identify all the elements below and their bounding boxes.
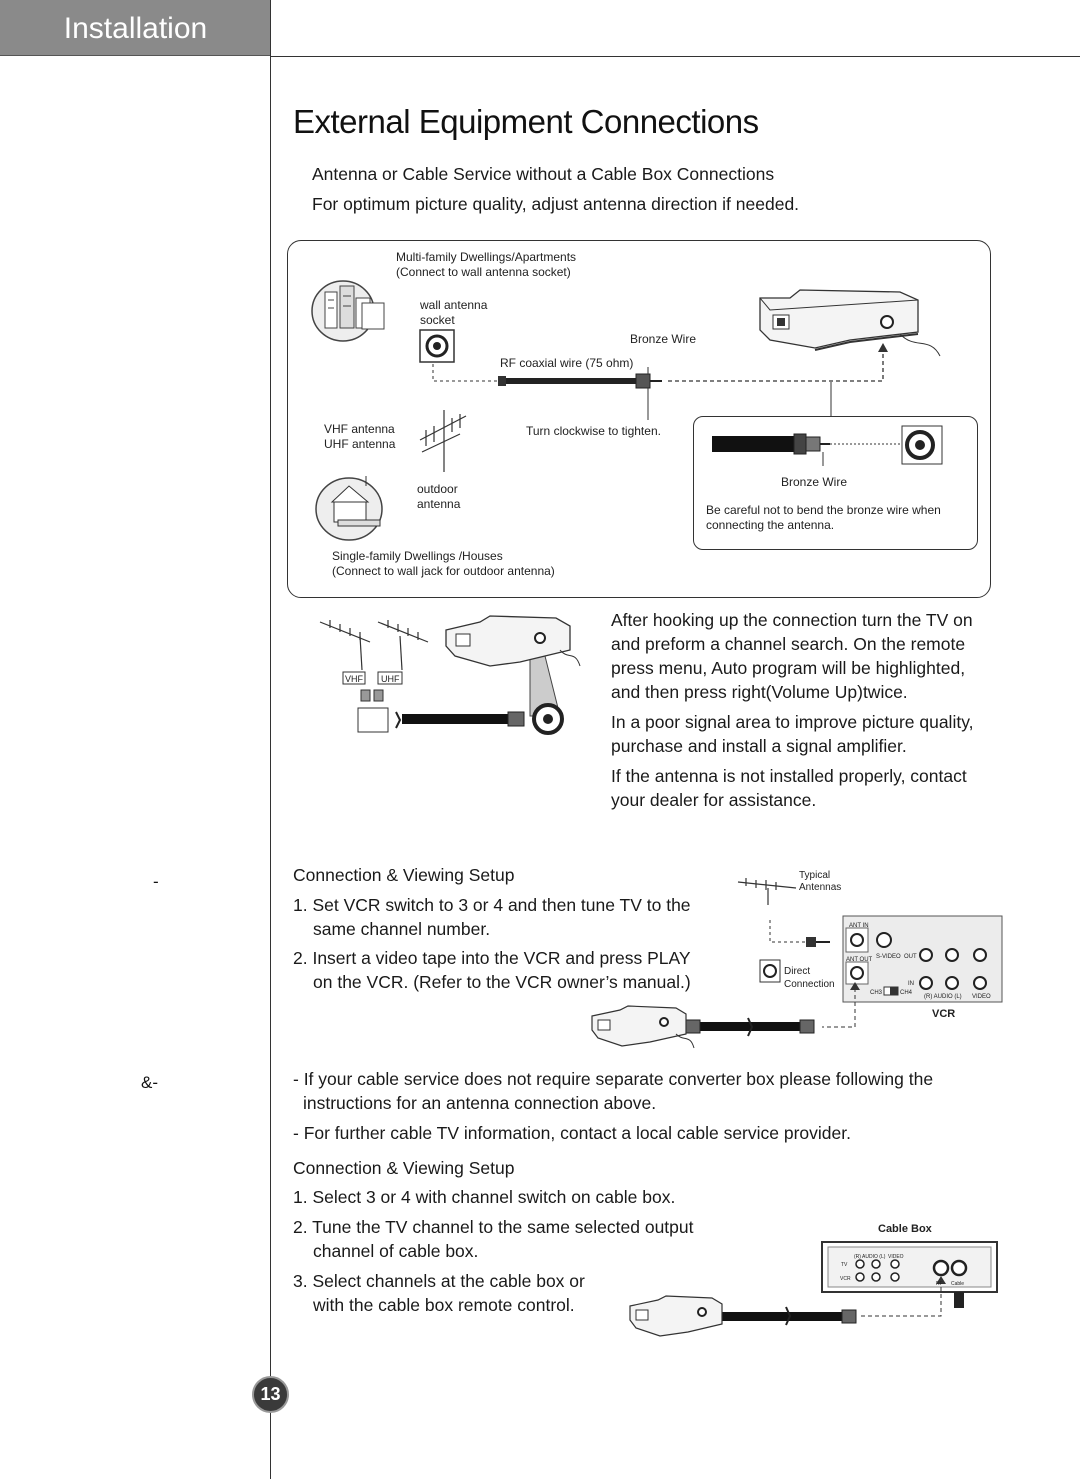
- after-hookup-line-3: press menu, Auto program will be highlighted,: [611, 658, 966, 678]
- single-family-label: Single-family Dwellings /Houses: [332, 549, 503, 563]
- after-hookup-line-1: After hooking up the connection turn the TV on: [611, 610, 973, 630]
- not-installed-line-2: your dealer for assistance.: [611, 790, 817, 810]
- cable-rf-label: RF: [936, 1281, 943, 1287]
- cable-video-label: VIDEO: [888, 1254, 904, 1260]
- s-video-label: S-VIDEO: [876, 954, 901, 960]
- cable-note-1: - If your cable service does not require separate converter box please following the: [293, 1069, 934, 1089]
- page-number-badge: 13: [252, 1376, 289, 1413]
- after-hookup-line-4: and then press right(Volume Up)twice.: [611, 682, 908, 702]
- cable-step-3-cont: with the cable box remote control.: [313, 1295, 575, 1315]
- turn-clockwise-label: Turn clockwise to tighten.: [526, 424, 661, 438]
- connection-label: Connection: [784, 979, 835, 990]
- multi-family-note: (Connect to wall antenna socket): [396, 265, 571, 279]
- out-label: OUT: [904, 954, 917, 960]
- not-installed-line-1: If the antenna is not installed properly, contact: [611, 766, 967, 786]
- direct-label: Direct: [784, 966, 811, 977]
- cable-step-2-cont: channel of cable box.: [313, 1241, 479, 1261]
- cable-step-2: 2. Tune the TV channel to the same selected output: [293, 1217, 694, 1237]
- ch3-label: CH3: [870, 990, 883, 996]
- cable-note-2: - For further cable TV information, contact a local cable service provider.: [293, 1123, 851, 1143]
- vcr-step-1-cont: same channel number.: [313, 919, 491, 939]
- outdoor-label-2: antenna: [417, 497, 461, 511]
- wall-antenna-label-2: socket: [420, 313, 455, 327]
- vcr-step-2-cont: on the VCR. (Refer to the VCR owner’s manual.): [313, 972, 691, 992]
- audio-label: (R) AUDIO (L): [924, 994, 962, 1000]
- cable-box-label: Cable Box: [878, 1223, 932, 1235]
- video-label: VIDEO: [972, 994, 991, 1000]
- after-hookup-line-2: and preform a channel search. On the remote: [611, 634, 966, 654]
- ant-in-label: ANT IN: [849, 923, 869, 929]
- bronze-wire-label-inset: Bronze Wire: [781, 475, 848, 489]
- vcr-heading: Connection & Viewing Setup: [293, 865, 515, 885]
- antenna-heading: Antenna or Cable Service without a Cable Box Connections: [312, 164, 775, 184]
- vhf-antenna-label: VHF antenna: [324, 422, 395, 436]
- section-tab-label: Installation: [63, 12, 208, 45]
- rf-coaxial-label: RF coaxial wire (75 ohm): [500, 356, 634, 370]
- uhf-label: UHF: [381, 674, 400, 684]
- poor-signal-line-2: purchase and install a signal amplifier.: [611, 736, 907, 756]
- cable-audio-label: (R) AUDIO (L): [854, 1254, 886, 1260]
- vcr-step-2: 2. Insert a video tape into the VCR and press PLAY: [293, 948, 691, 968]
- vcr-step-1: 1. Set VCR switch to 3 or 4 and then tune TV to the: [293, 895, 691, 915]
- cable-note-1-cont: instructions for an antenna connection above.: [303, 1093, 657, 1113]
- vcr-label: VCR: [932, 1008, 956, 1020]
- cable-step-1: 1. Select 3 or 4 with channel switch on cable box.: [293, 1187, 676, 1207]
- uhf-antenna-label: UHF antenna: [324, 437, 396, 451]
- cable-cable-label: Cable: [951, 1281, 965, 1287]
- careful-note: Be careful not to bend the bronze wire when: [706, 503, 941, 517]
- cable-vcr-label: VCR: [840, 1276, 851, 1282]
- cable-heading: Connection & Viewing Setup: [293, 1158, 515, 1178]
- careful-note-2: connecting the antenna.: [706, 518, 835, 532]
- vhf-label: VHF: [345, 674, 363, 684]
- page-title: External Equipment Connections: [293, 103, 759, 140]
- in-label: IN: [908, 981, 914, 987]
- poor-signal-line-1: In a poor signal area to improve picture quality,: [611, 712, 974, 732]
- cable-tv-label: TV: [841, 1262, 848, 1268]
- ant-out-label: ANT OUT: [846, 957, 873, 963]
- tv-back-icon-cable: [630, 1296, 722, 1336]
- antennas-label: Antennas: [799, 882, 842, 893]
- wall-antenna-label: wall antenna: [420, 298, 488, 312]
- single-family-note: (Connect to wall jack for outdoor antenna): [332, 564, 555, 578]
- multi-family-label: Multi-family Dwellings/Apartments: [396, 250, 577, 264]
- ch4-label: CH4: [900, 990, 913, 996]
- cable-step-3: 3. Select channels at the cable box or: [293, 1271, 585, 1291]
- vcr-side-marker: -: [153, 872, 159, 891]
- typical-label: Typical: [799, 870, 831, 881]
- antenna-subheading: For optimum picture quality, adjust antenna direction if needed.: [312, 194, 800, 214]
- bronze-wire-label-top: Bronze Wire: [630, 332, 697, 346]
- outdoor-label: outdoor: [417, 482, 458, 496]
- cable-side-marker: &-: [141, 1073, 158, 1092]
